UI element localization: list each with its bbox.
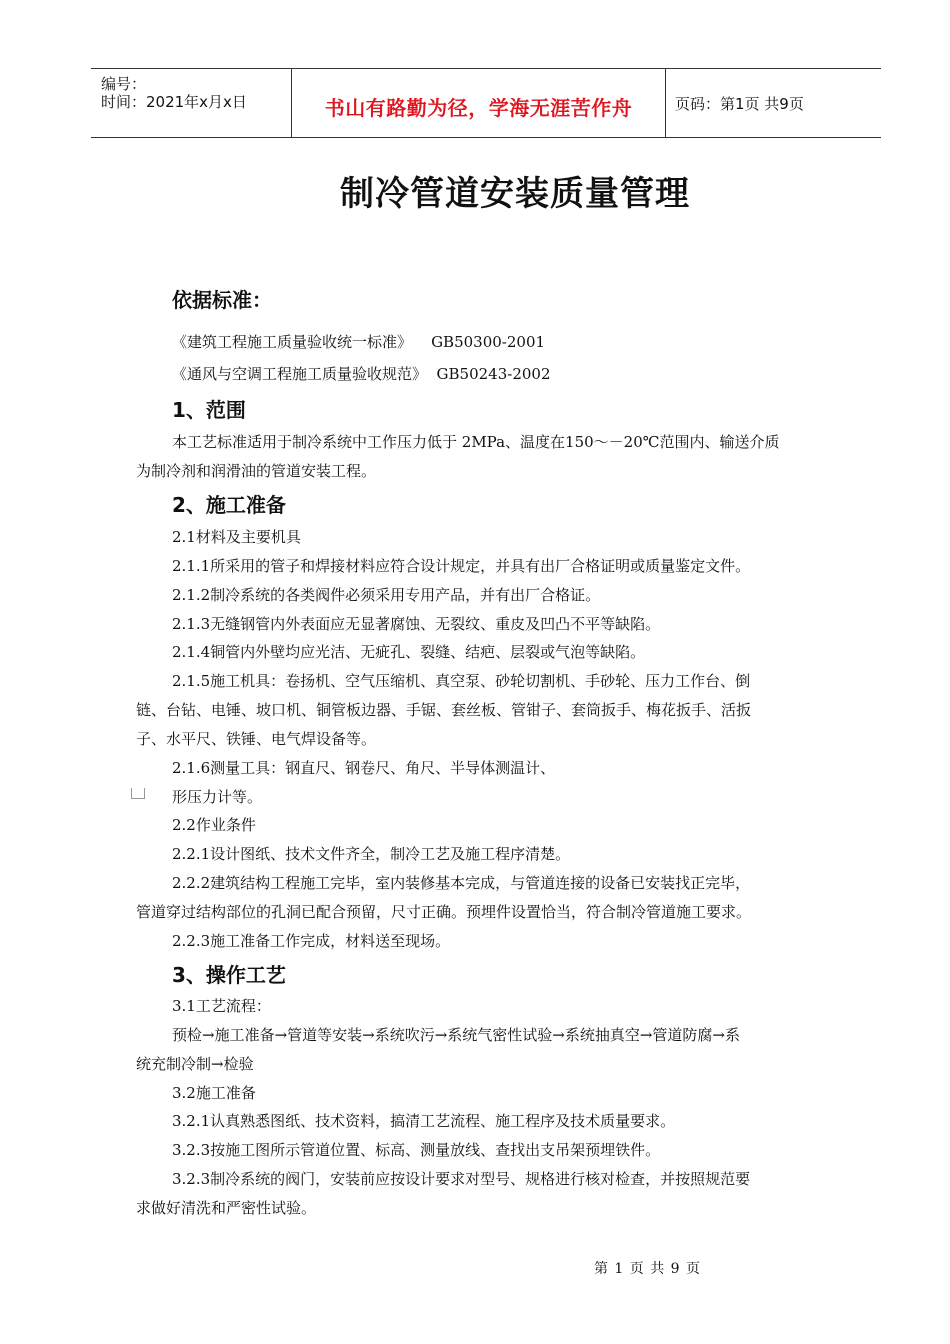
paragraph-line: 子、水平尺、铁锤、电气焊设备等。 bbox=[136, 730, 377, 748]
paragraph-line: 3.2.3制冷系统的阀门，安装前应按设计要求对型号、规格进行核对检查，并按照规范要 bbox=[172, 1170, 751, 1188]
paragraph-line: 3.2.1认真熟悉图纸、技术资料，搞清工艺流程、施工程序及技术质量要求。 bbox=[172, 1112, 676, 1130]
paragraph-line: 形压力计等。 bbox=[172, 788, 263, 806]
page-header bbox=[91, 68, 881, 138]
number-label: 编号： bbox=[101, 75, 147, 93]
paragraph-line: 2.2.1设计图纸、技术文件齐全，制冷工艺及施工程序清楚。 bbox=[172, 845, 571, 863]
paragraph-line: 2.2.2建筑结构工程施工完毕，室内装修基本完成，与管道连接的设备已安装找正完毕， bbox=[172, 874, 751, 892]
paragraph-line: 2.1.2制冷系统的各类阀件必须采用专用产品，并有出厂合格证。 bbox=[172, 586, 601, 604]
paragraph-line: 2.2作业条件 bbox=[172, 816, 256, 834]
page-footer: 第 1 页 共 9 页 bbox=[593, 1261, 702, 1277]
standard-line: 《通风与空调工程施工质量验收规范》 GB50243-2002 bbox=[172, 365, 551, 383]
page-info: 页码：第1页 共9页 bbox=[675, 95, 804, 113]
header-motto-cell bbox=[292, 69, 666, 137]
paragraph-line: 本工艺标准适用于制冷系统中工作压力低于 2MPa、温度在150～－20℃范围内、输送介质 bbox=[172, 433, 780, 451]
paragraph-line: 3.2.3按施工图所示管道位置、标高、测量放线、查找出支吊架预埋铁件。 bbox=[172, 1141, 661, 1159]
paragraph-line: 2.1.3无缝钢管内外表面应无显著腐蚀、无裂纹、重皮及凹凸不平等缺陷。 bbox=[172, 615, 661, 633]
section-heading-preparation: 2、施工准备 bbox=[172, 493, 286, 517]
motto: 书山有路勤为径，学海无涯苦作舟 bbox=[324, 96, 633, 120]
paragraph-line: 2.1.6测量工具：钢直尺、钢卷尺、角尺、半导体测温计、 bbox=[172, 759, 556, 777]
paragraph-line: 为制冷剂和润滑油的管道安装工程。 bbox=[136, 462, 377, 480]
paragraph-line: 2.1材料及主要机具 bbox=[172, 528, 301, 546]
paragraph-line: 管道穿过结构部位的孔洞已配合预留，尺寸正确。预埋件设置恰当，符合制冷管道施工要求。 bbox=[136, 903, 752, 921]
header-info-cell bbox=[91, 69, 292, 137]
section-heading-process: 3、操作工艺 bbox=[172, 963, 286, 987]
document-title: 制冷管道安装质量管理 bbox=[340, 174, 690, 214]
basis-heading: 依据标准： bbox=[172, 288, 272, 312]
paragraph-line: 3.1工艺流程： bbox=[172, 997, 271, 1015]
time-label: 时间：2021年x月x日 bbox=[101, 93, 247, 111]
paragraph-line: 2.1.5施工机具：卷扬机、空气压缩机、真空泵、砂轮切割机、手砂轮、压力工作台、倒 bbox=[172, 672, 751, 690]
section-heading-scope: 1、范围 bbox=[172, 398, 246, 422]
paragraph-line: 预检→施工准备→管道等安装→系统吹污→系统气密性试验→系统抽真空→管道防腐→系 bbox=[172, 1026, 740, 1044]
paragraph-line: 2.1.1所采用的管子和焊接材料应符合设计规定，并具有出厂合格证明或质量鉴定文件。 bbox=[172, 557, 751, 575]
standard-line: 《建筑工程施工质量验收统一标准》 GB50300-2001 bbox=[172, 333, 546, 351]
paragraph-line: 3.2施工准备 bbox=[172, 1084, 256, 1102]
paragraph-line: 求做好清洗和严密性试验。 bbox=[136, 1199, 317, 1217]
paragraph-line: 2.1.4铜管内外壁均应光洁、无疵孔、裂缝、结疤、层裂或气泡等缺陷。 bbox=[172, 643, 646, 661]
placeholder-box bbox=[131, 788, 145, 799]
paragraph-line: 2.2.3施工准备工作完成，材料送至现场。 bbox=[172, 932, 451, 950]
header-page-cell bbox=[666, 69, 881, 137]
paragraph-line: 链、台钻、电锤、坡口机、铜管板边器、手锯、套丝板、管钳子、套筒扳手、梅花扳手、活扳 bbox=[136, 701, 752, 719]
paragraph-line: 统充制冷制→检验 bbox=[136, 1055, 254, 1073]
